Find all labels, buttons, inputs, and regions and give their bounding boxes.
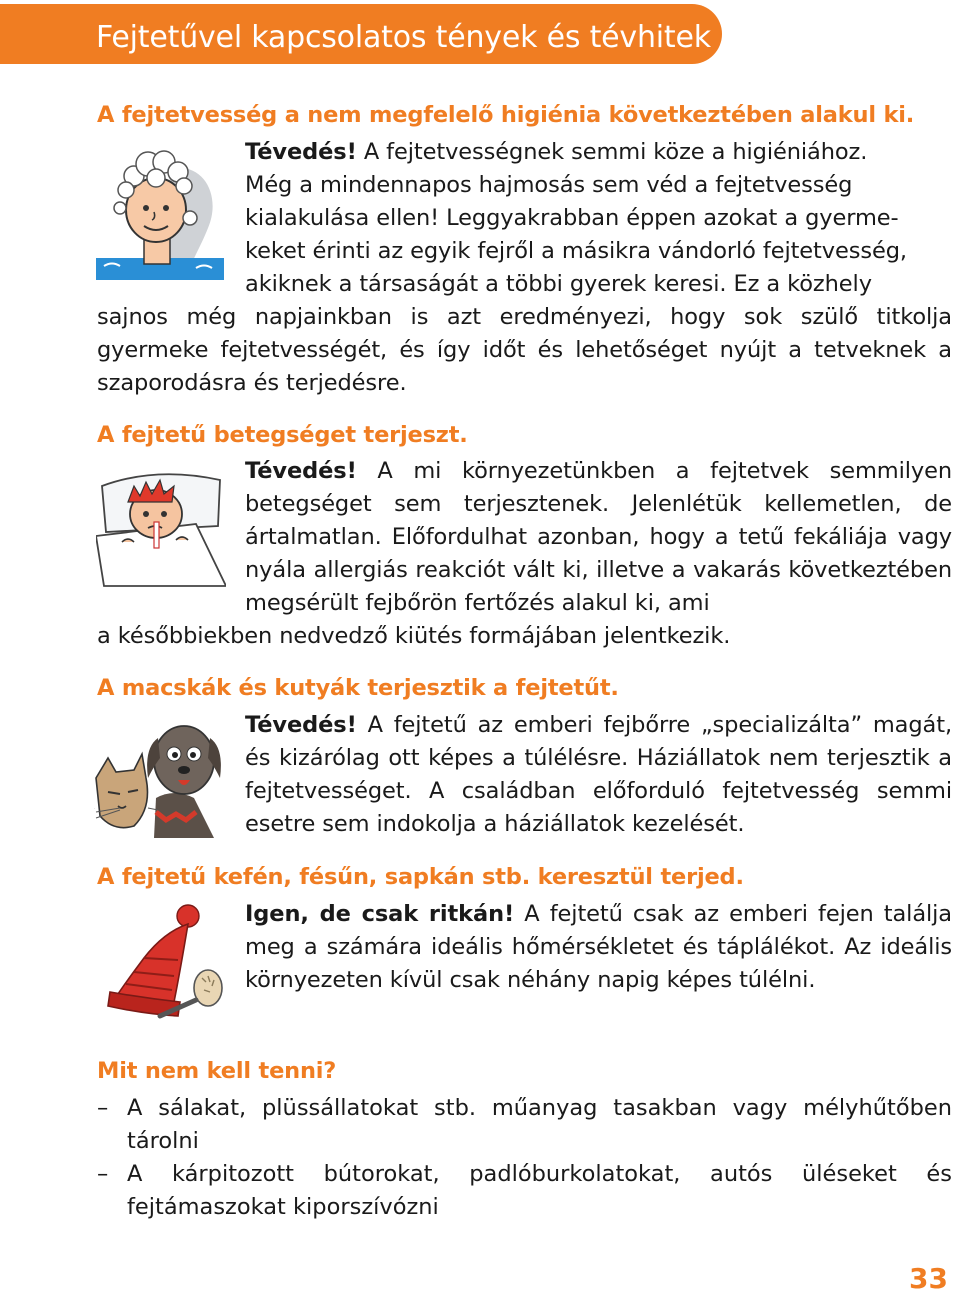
section-2-heading: A fejtetű betegséget terjeszt. [97, 422, 468, 448]
section-1-wrapped-text [245, 136, 952, 301]
boy-washing-hair-illustration [96, 148, 226, 280]
section-4-heading: A fejtetű kefén, fésűn, sapkán stb. keresztül terjed. [97, 864, 744, 890]
sick-boy-in-bed-illustration [96, 466, 226, 590]
section-2-rest-text [97, 620, 952, 653]
list-item-text: A sálakat, plüssállatokat stb. műanyag tasakban vagy mélyhűtőben tárolni [127, 1095, 952, 1154]
section-1-rest-text [97, 301, 952, 400]
page-number: 33 [909, 1262, 948, 1295]
section-3-wrapped: A fejtetű az emberi fejbőrre „specializálta” magát, és kizárólag ott képes a túlélésre. Háziállatok nem terjesztik a fejtetvességet. A családban előforduló fejtetvesség semmi esetre sem indokolja a háziállatok kezelését. [245, 712, 952, 837]
section-1-line4: keket érinti az egyik fejről a másikra vándorló fejtetvesség, [245, 238, 907, 264]
title-banner [0, 4, 722, 64]
section-3-lead: Tévedés! [245, 712, 357, 738]
section-3-wrapped-text [245, 709, 952, 841]
section-2-lead: Tévedés! [245, 458, 357, 484]
list-item-text: A kárpitozott bútorokat, padlóburkolatokat, autós üléseket és fejtámaszokat kiporszívózni [127, 1161, 952, 1220]
page-title: Fejtetűvel kapcsolatos tények és tévhitek [96, 20, 711, 55]
section-1-rest: sajnos még napjainkban is azt eredményezi, hogy sok szülő titkolja gyermeke fejtetvességét, és így időt és lehetőséget nyújt a tetveknek a szaporodásra és terjedésre. [97, 304, 952, 396]
section-1-heading: A fejtetvesség a nem megfelelő higiénia következtében alakul ki. [97, 102, 915, 128]
section-1-line1: A fejtetvességnek semmi köze a higiéniához. [356, 139, 868, 165]
section-1-line2: Még a mindennapos hajmosás sem véd a fejtetvesség [245, 172, 853, 198]
todo-list [97, 1092, 952, 1224]
list-item [97, 1092, 952, 1158]
section-1-lead: Tévedés! [245, 139, 357, 165]
section-1-line3: kialakulása ellen! Leggyakrabban éppen azokat a gyerme- [245, 205, 899, 231]
list-item [97, 1158, 952, 1224]
section-4-wrapped: A fejtetű csak az emberi fejen találja meg a számára ideális hőmérsékletet és táplálékot. Az ideális környezeten kívül csak néhány napig képes túlélni. [245, 901, 952, 993]
section-2-wrapped-text [245, 455, 952, 620]
section-4-lead: Igen, de csak ritkán! [245, 901, 515, 927]
section-1-line5: akiknek a társaságát a többi gyerek keresi. Ez a közhely [245, 271, 872, 297]
section-3-heading: A macskák és kutyák terjesztik a fejtetűt. [97, 675, 619, 701]
cat-and-dog-illustration [94, 708, 226, 842]
list-dash: – [97, 1095, 109, 1121]
section-4-wrapped-text [245, 898, 952, 997]
knit-hat-and-brush-illustration [104, 902, 230, 1020]
list-dash: – [97, 1161, 109, 1187]
todo-heading: Mit nem kell tenni? [97, 1058, 337, 1084]
section-2-wrapped: A mi környezetünkben a fejtetvek semmilyen betegséget sem terjesztenek. Jelenlétük kellemetlen, de ártalmatlan. Előfordulhat azonban, hogy a tetű fekáliája vagy nyála allergiás reakciót vált ki, illetve a vakarás következtében megsérült fejbőrön fertőzés alakul ki, ami [245, 458, 952, 616]
section-2-rest: a későbbiekben nedvedző kiütés formájában jelentkezik. [97, 623, 731, 649]
